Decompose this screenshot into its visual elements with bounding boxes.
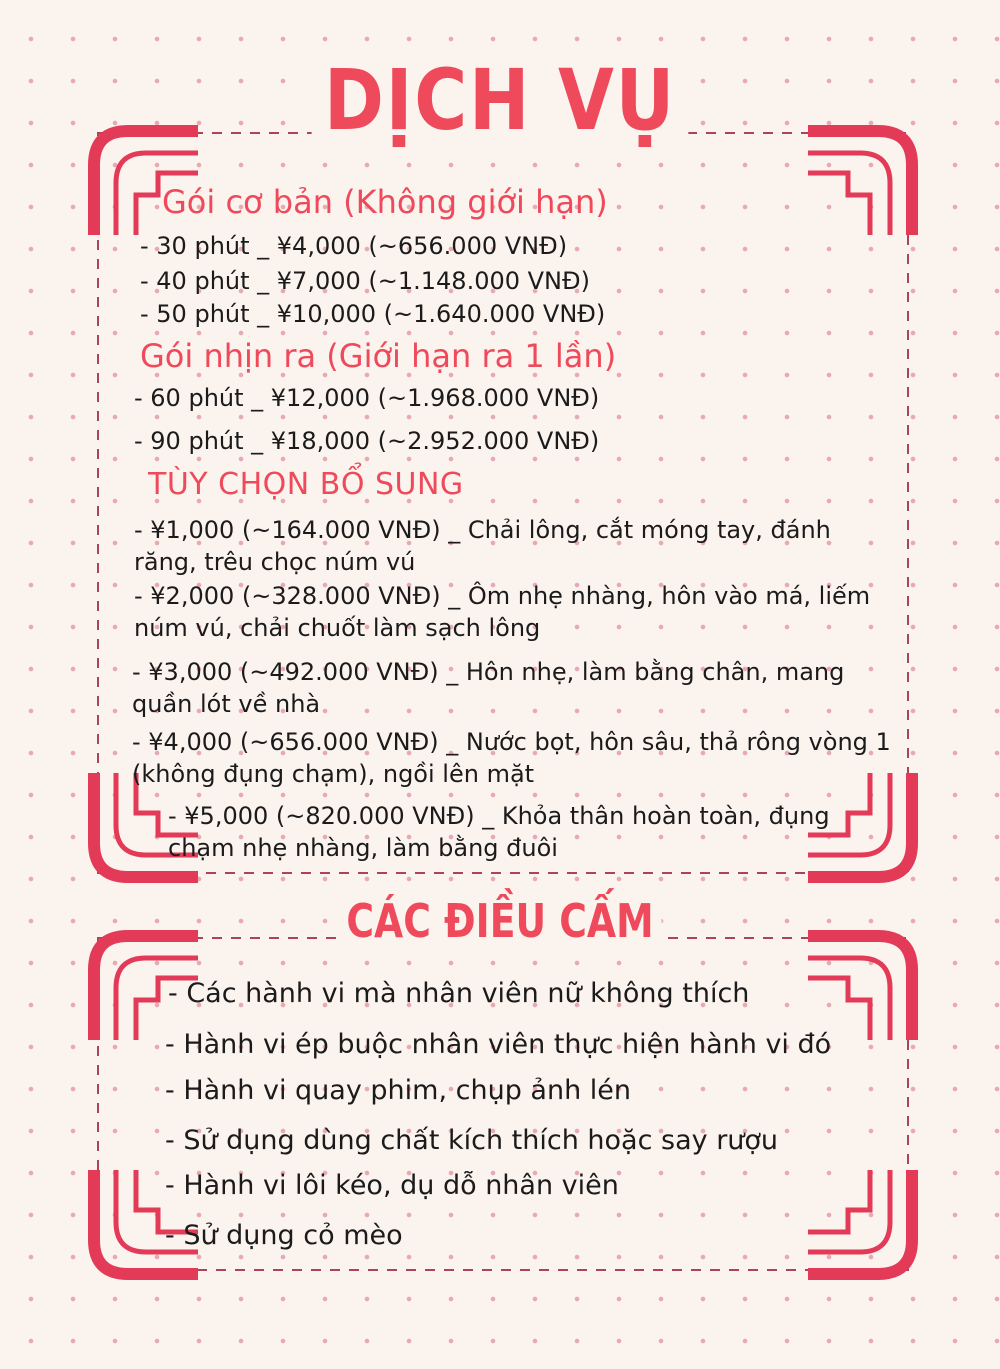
prohibited-item: - Hành vi ép buộc nhân viên thực hiện hành vi đó: [165, 1029, 832, 1060]
prohibited-item: - Các hành vi mà nhân viên nữ không thích: [168, 978, 750, 1009]
prohibited-item: - Sử dụng cỏ mèo: [165, 1220, 403, 1251]
page-title: DỊCH VỤ: [70, 58, 930, 142]
prohibited-title: CÁC ĐIỀU CẤM: [90, 898, 910, 944]
option-item: - ¥3,000 (~492.000 VNĐ) _ Hôn nhẹ, làm bằng chân, mang quần lót về nhà: [132, 658, 845, 718]
package-hold-item: - 60 phút _ ¥12,000 (~1.968.000 VNĐ): [134, 384, 600, 412]
package-hold-item: - 90 phút _ ¥18,000 (~2.952.000 VNĐ): [134, 427, 600, 455]
option-item: - ¥1,000 (~164.000 VNĐ) _ Chải lông, cắt móng tay, đánh răng, trêu chọc núm vú: [134, 516, 831, 576]
package-basic-item: - 30 phút _ ¥4,000 (~656.000 VNĐ): [140, 232, 568, 260]
option-item: - ¥4,000 (~656.000 VNĐ) _ Nước bọt, hôn sâu, thả rông vòng 1 (không đụng chạm), ngồi lên mặt: [132, 728, 891, 788]
package-basic-item: - 40 phút _ ¥7,000 (~1.148.000 VNĐ): [140, 267, 590, 295]
package-hold-heading: Gói nhịn ra (Giới hạn ra 1 lần): [140, 337, 617, 375]
package-basic-heading: Gói cơ bản (Không giới hạn): [162, 183, 608, 221]
package-basic-item: - 50 phút _ ¥10,000 (~1.640.000 VNĐ): [140, 300, 606, 328]
prohibited-item: - Hành vi lôi kéo, dụ dỗ nhân viên: [165, 1170, 619, 1201]
options-heading: TÙY CHỌN BỔ SUNG: [148, 467, 464, 502]
option-item: - ¥2,000 (~328.000 VNĐ) _ Ôm nhẹ nhàng, hôn vào má, liếm núm vú, chải chuốt làm sạch lông: [134, 582, 871, 642]
prohibited-item: - Hành vi quay phim, chụp ảnh lén: [165, 1075, 631, 1106]
prohibited-item: - Sử dụng dùng chất kích thích hoặc say rượu: [165, 1125, 779, 1156]
option-item: - ¥5,000 (~820.000 VNĐ) _ Khỏa thân hoàn toàn, đụng chạm nhẹ nhàng, làm bằng đuôi: [168, 802, 830, 862]
